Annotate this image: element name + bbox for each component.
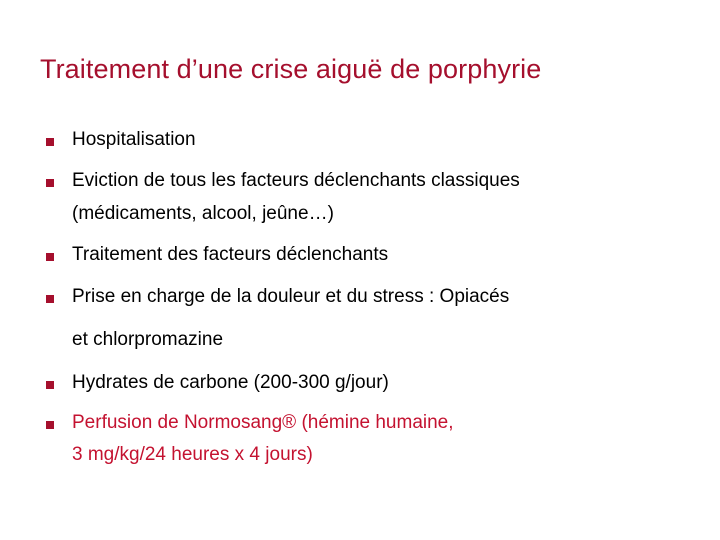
slide-title: Traitement d’une crise aiguë de porphyrie: [40, 54, 542, 84]
bullet-square-icon: [46, 138, 54, 146]
bullet-square-icon: [46, 295, 54, 303]
bullet-text: Traitement des facteurs déclenchants: [72, 244, 389, 265]
bullet-text-continuation: (médicaments, alcool, jeûne…): [72, 203, 334, 224]
bullet-text: Eviction de tous les facteurs déclenchants classiques: [72, 170, 520, 191]
bullet-square-icon: [46, 253, 54, 261]
bullet-text-highlight: Perfusion de Normosang® (hémine humaine,: [72, 412, 454, 433]
bullet-text: Hospitalisation: [72, 129, 196, 150]
bullet-text-continuation: et chlorpromazine: [72, 329, 224, 350]
bullet-text: Hydrates de carbone (200-300 g/jour): [72, 372, 389, 393]
bullet-text-highlight-continuation: 3 mg/kg/24 heures x 4 jours): [72, 444, 313, 465]
bullet-square-icon: [46, 421, 54, 429]
bullet-text: Prise en charge de la douleur et du stress : Opiacés: [72, 286, 510, 307]
bullet-square-icon: [46, 381, 54, 389]
bullet-square-icon: [46, 179, 54, 187]
